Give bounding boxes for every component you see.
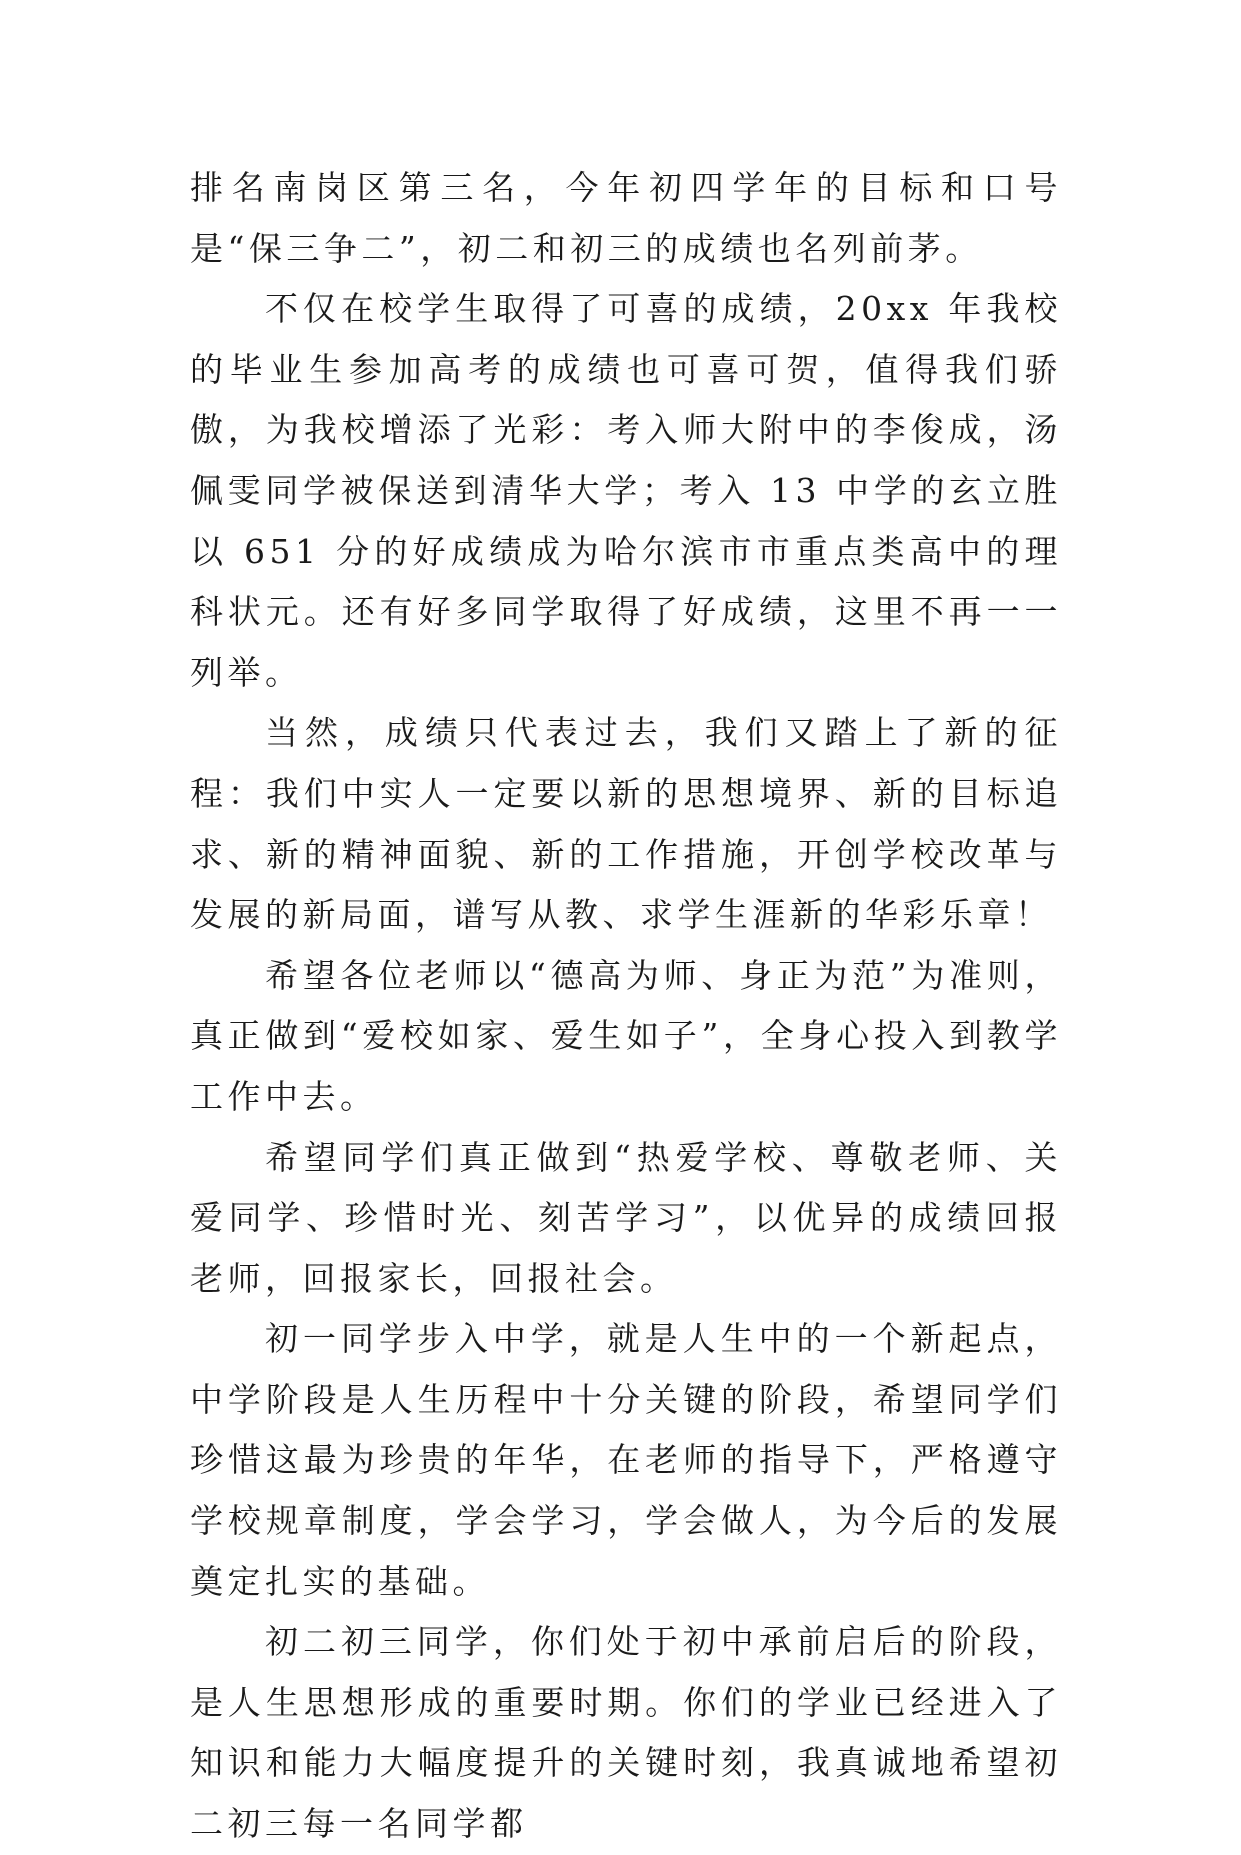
paragraph-5: 希望同学们真正做到“热爱学校、尊敬老师、关爱同学、珍惜时光、刻苦学习”，以优异的成绩回报老师，回报家长，回报社会。	[190, 1137, 1062, 1298]
paragraph-7: 初二初三同学，你们处于初中承前启后的阶段，是人生思想形成的重要时期。你们的学业已经进入了知识和能力大幅度提升的关键时刻，我真诚地希望初二初三每一名同学都	[190, 1622, 1062, 1844]
paragraph-3: 当然，成绩只代表过去，我们又踏上了新的征程：我们中实人一定要以新的思想境界、新的目标追求、新的精神面貌、新的工作措施，开创学校改革与发展的新局面，谱写从教、求学生涯新的华彩乐章！	[190, 713, 1062, 935]
body-text	[190, 158, 1062, 1855]
paragraph-4: 希望各位老师以“德高为师、身正为范”为准则，真正做到“爱校如家、爱生如子”，全身心投入到教学工作中去。	[190, 955, 1062, 1116]
paragraph-1: 排名南岗区第三名，今年初四学年的目标和口号是“保三争二”，初二和初三的成绩也名列前茅。	[190, 168, 1062, 268]
paragraph-6: 初一同学步入中学，就是人生中的一个新起点，中学阶段是人生历程中十分关键的阶段，希望同学们珍惜这最为珍贵的年华，在老师的指导下，严格遵守学校规章制度，学会学习，学会做人，为今后的发展奠定扎实的基础。	[190, 1319, 1062, 1601]
paragraph-2: 不仅在校学生取得了可喜的成绩，20xx 年我校的毕业生参加高考的成绩也可喜可贺，值得我们骄傲，为我校增添了光彩：考入师大附中的李俊成，汤佩雯同学被保送到清华大学；考入 13 中学的玄立胜以 651 分的好成绩成为哈尔滨市市重点类高中的理科状元。还有好多同学取得了好成绩，这里不再一一列举。	[190, 289, 1062, 692]
